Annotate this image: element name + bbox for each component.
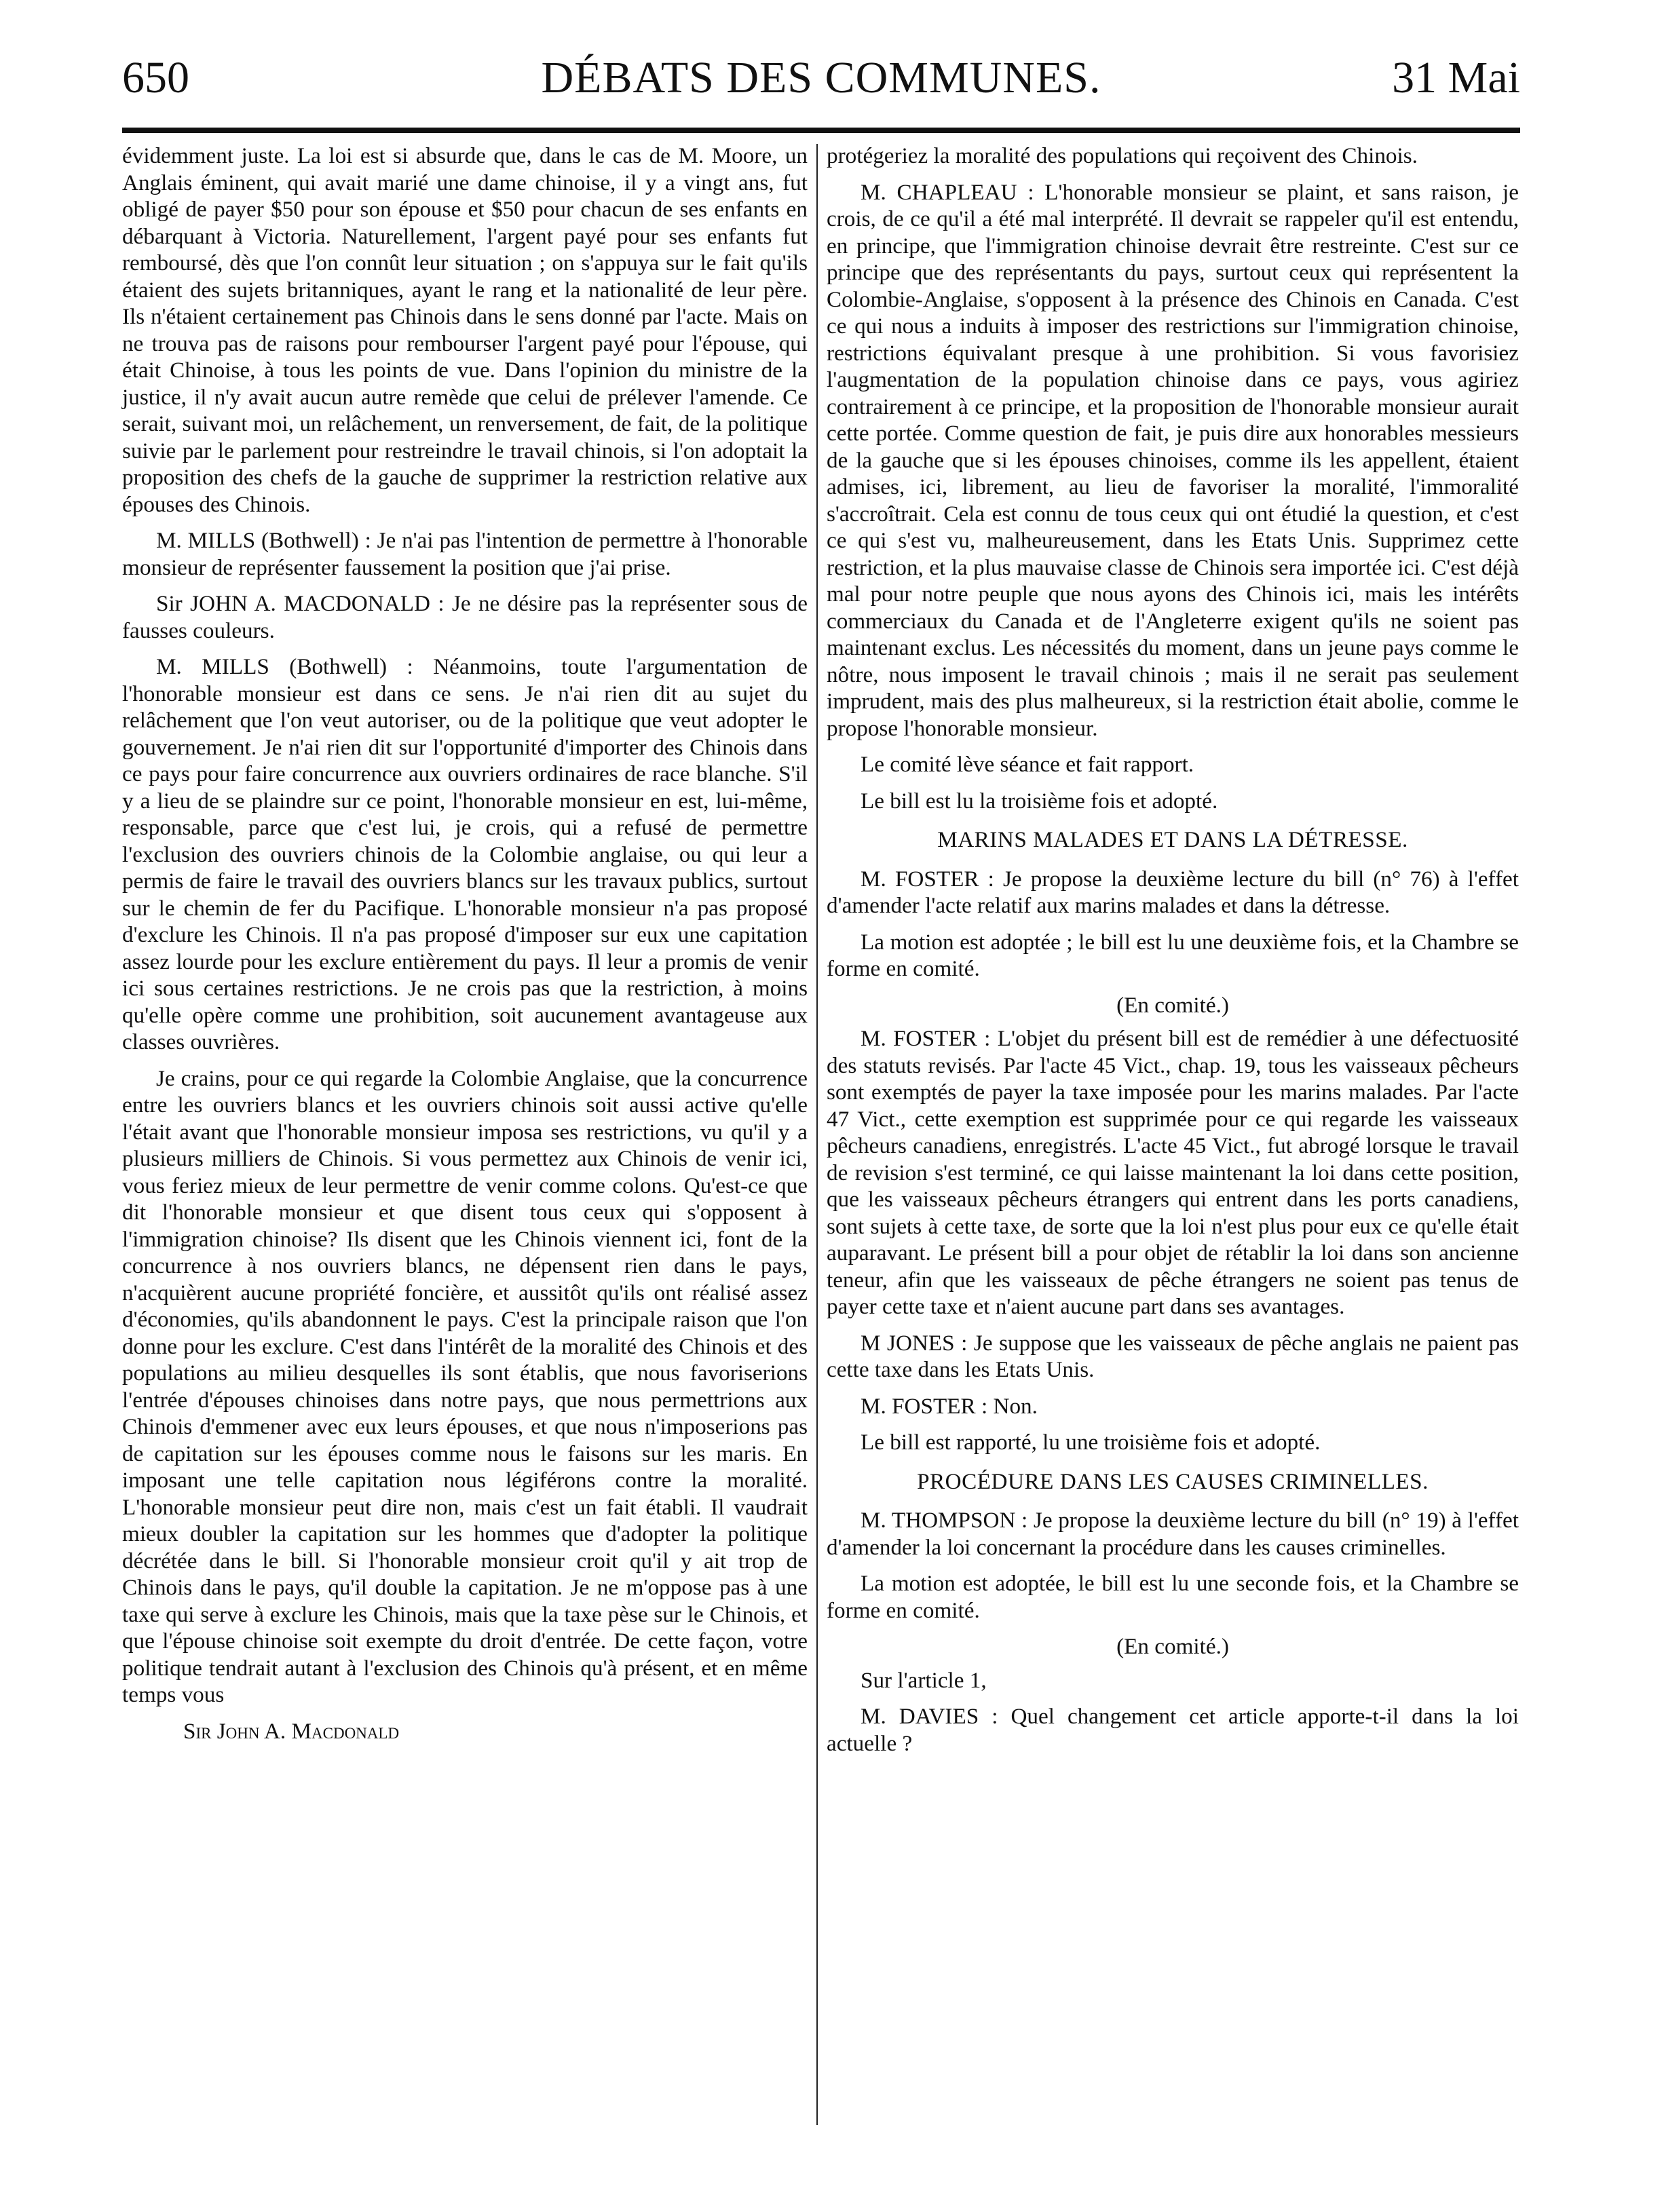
paragraph: La motion est adoptée, le bill est lu une seconde fois, et la Chambre se forme en comité. <box>827 1571 1519 1623</box>
paragraph: M. FOSTER : Je propose la deuxième lecture du bill (n° 76) à l'effet d'amender l'acte relatif aux marins malades et dans la détresse. <box>827 866 1519 918</box>
paragraph: M. MILLS (Bothwell) : Je n'ai pas l'intention de permettre à l'honorable monsieur de représenter faussement la position que j'ai prise. <box>122 528 808 580</box>
section-heading: MARINS MALADES ET DANS LA DÉTRESSE. <box>937 827 1408 852</box>
committee-note: (En comité.) <box>1116 992 1229 1018</box>
paragraph: Le bill est rapporté, lu une troisième fois et adopté. <box>861 1430 1321 1455</box>
paragraph: M. CHAPLEAU : L'honorable monsieur se plaint, et sans raison, je crois, de ce qu'il a été mal interprété. Il devrait se rappeler qu'il est entendu, en principe, que l'immigration chinoise devrait être restreinte. C'est sur ce principe que des représentants du pays, surtout ceux qui représentent la Colombie-Anglaise, s'opposent à la présence des Chinois en Canada. C'est ce qui nous a induits à imposer des restrictions sur l'immigration chinoise, restrictions équivalant presque à une prohibition. Si vous favorisiez l'augmentation de la population chinoise dans ce pays, vous agiriez contrairement à ce principe, et la proposition de l'honorable monsieur aurait cette portée. Comme question de fait, je puis dire aux honorables messieurs de la gauche que si les épouses chinoises, comme ils les appellent, étaient admises, ici, librement, au lieu de favoriser la moralité, l'immoralité s'accroîtrait. Cela est connu de tous ceux qui ont étudié la question, et c'est ce qui s'est vu, malheureusement, dans les Etats Unis. Supprimez cette restriction, et la plus mauvaise classe de Chinois sera importée ici. C'est déjà mal pour notre peuple que nous ayons des Chinois ici, mais les intérêts commerciaux du Canada et de l'Angleterre exigent qu'ils ne soient pas maintenant exclus. Les nécessités du moment, dans un jeune pays comme le nôtre, nous imposent le travail chinois ; mais il ne serait pas seulement imprudent, mais des plus malheureux, si la restriction était abolie, comme le propose l'honorable monsieur. <box>827 179 1519 741</box>
right-column <box>827 142 1519 1766</box>
page-header <box>122 53 1520 137</box>
committee-note: (En comité.) <box>1116 1634 1229 1659</box>
paragraph: Le comité lève séance et fait rapport. <box>861 752 1194 777</box>
running-title: DÉBATS DES COMMUNES. <box>541 53 1101 102</box>
paragraph: Je crains, pour ce qui regarde la Colombie Anglaise, que la concurrence entre les ouvriers blancs et les ouvriers chinois soit aussi active qu'elle l'était avant que l'honorable monsieur imposa ses restrictions, vu qu'il y a plusieurs milliers de Chinois. Si vous permettez aux Chinois de venir ici, vous feriez mieux de leur permettre de venir comme colons. Qu'est-ce que dit l'honorable monsieur et que disent tous ceux qui s'opposent à l'immigration chinoise? Ils disent que les Chinois viennent ici, font de la concurrence à nos ouvriers blancs, ne dépensent rien dans le pays, n'acquièrent aucune propriété foncière, et aussitôt qu'ils ont réalisé assez d'économies, qu'ils abandonnent le pays. C'est la principale raison que l'on donne pour les exclure. C'est dans l'intérêt de la moralité des Chinois et des populations au milieu desquelles ils sont établis, que nous favoriserions l'entrée d'épouses chinoises dans notre pays, que nous permettrions aux Chinois d'emmener avec eux leurs épouses, et que nous n'imposerions pas de capitation sur les épouses comme nous le faisons sur les maris. En imposant une telle capitation nous légiférons contre la moralité. L'honorable monsieur peut dire non, mais c'est un fait établi. Il vaudrait mieux doubler la capitation sur les hommes que d'adopter la politique décrétée dans le bill. Si l'honorable monsieur croit qu'il y ait trop de Chinois dans le pays, qu'il double la capitation. Je ne m'oppose pas à une taxe qui serve à exclure les Chinois, mais que la taxe pèse sur le Chinois, et que l'épouse chinoise soit exempte du droit d'entrée. De cette façon, votre politique tendrait autant à l'exclusion des Chinois qu'à présent, et en même temps vous <box>122 1065 808 1707</box>
signature-line: Sir John A. Macdonald <box>183 1718 400 1744</box>
page-number: 650 <box>122 53 189 102</box>
paragraph: M. DAVIES : Quel changement cet article apporte-t-il dans la loi actuelle ? <box>827 1704 1519 1756</box>
paragraph: protégeriez la moralité des populations qui reçoivent des Chinois. <box>827 143 1418 168</box>
header-rule <box>122 128 1520 133</box>
header-date: 31 Mai <box>1392 53 1520 102</box>
paragraph: Le bill est lu la troisième fois et adopté. <box>861 788 1218 814</box>
paragraph: Sir JOHN A. MACDONALD : Je ne désire pas la représenter sous de fausses couleurs. <box>122 591 808 643</box>
paragraph: M. FOSTER : Non. <box>861 1393 1038 1419</box>
paragraph: La motion est adoptée ; le bill est lu une deuxième fois, et la Chambre se forme en comité. <box>827 929 1519 981</box>
paragraph: Sur l'article 1, <box>861 1667 987 1693</box>
column-divider <box>816 144 818 2125</box>
paragraph: évidemment juste. La loi est si absurde que, dans le cas de M. Moore, un Anglais éminent, qui avait marié une dame chinoise, il y a vingt ans, fut obligé de payer $50 pour son épouse et $50 pour chacun de ses enfants en débarquant à Victoria. Naturellement, l'argent payé pour ses enfants fut remboursé, dès que l'on connût leur situation ; on s'appuya sur le fait qu'ils étaient des sujets britanniques, ayant le rang et la nationalité de leur père. Ils n'étaient certainement pas Chinois dans le sens donné par l'acte. Mais on ne trouva pas de raisons pour rembourser l'argent payé pour l'épouse, qui était Chinoise, à tous les points de vue. Dans l'opinion du ministre de la justice, il n'y avait aucun autre remède que celui de prélever l'amende. Ce serait, suivant moi, un relâchement, un renversement, de fait, de la politique suivie par le parlement pour restreindre le travail chinois, si l'on adoptait la proposition des chefs de la gauche de supprimer la restriction relative aux épouses des Chinois. <box>122 143 808 517</box>
paragraph: M. MILLS (Bothwell) : Néanmoins, toute l'argumentation de l'honorable monsieur est dans ce sens. Je n'ai rien dit au sujet du relâchement que l'on veut autoriser, ou de la politique que veut adopter le gouvernement. Je n'ai rien dit sur l'opportunité d'importer des Chinois dans ce pays pour faire concurrence aux ouvriers ordinaires de race blanche. S'il y a lieu de se plaindre sur ce point, l'honorable monsieur en est, lui-même, responsable, parce que c'est lui, je crois, qui a refusé de permettre l'exclusion des ouvriers chinois de la Colombie anglaise, ou qui leur a permis de faire le travail des ouvriers blancs sur les travaux publics, surtout sur le chemin de fer du Pacifique. L'honorable monsieur n'a pas proposé d'exclure les Chinois. Il n'a pas proposé d'imposer sur eux une capitation assez lourde pour les exclure entièrement du pays. Il leur a promis de venir ici sous certaines restrictions. Je ne crois pas que la restriction, à moins qu'elle opère comme une prohibition, soit aucunement avantageuse aux classes ouvrières. <box>122 654 808 1054</box>
paragraph: M JONES : Je suppose que les vaisseaux de pêche anglais ne paient pas cette taxe dans les Etats Unis. <box>827 1330 1519 1382</box>
paragraph: M. THOMPSON : Je propose la deuxième lecture du bill (n° 19) à l'effet d'amender la loi concernant la procédure dans les causes criminelles. <box>827 1508 1519 1560</box>
paragraph: M. FOSTER : L'objet du présent bill est de remédier à une défectuosité des statuts revisés. Par l'acte 45 Vict., chap. 19, tous les vaisseaux pêcheurs sont exemptés de payer la taxe imposée pour les marins malades. Par l'acte 47 Vict., cette exemption est supprimée pour ce qui regarde les vaisseaux pêcheurs canadiens, enregistrés. L'acte 45 Vict., fut abrogé lorsque le travail de revision s'est terminé, ce qui laisse maintenant la loi dans cette position, que les vaisseaux pêcheurs étrangers qui entrent dans les ports canadiens, sont sujets à cette taxe, de sorte que la loi n'est plus pour eux ce qu'elle était auparavant. Le présent bill a pour objet de rétablir la loi dans son ancienne teneur, afin que les vaisseaux de pêche étrangers ne soient pas tenus de payer cette taxe et n'aient aucune part dans ses avantages. <box>827 1026 1519 1319</box>
left-column <box>122 142 808 1754</box>
section-heading: PROCÉDURE DANS LES CAUSES CRIMINELLES. <box>917 1468 1429 1494</box>
